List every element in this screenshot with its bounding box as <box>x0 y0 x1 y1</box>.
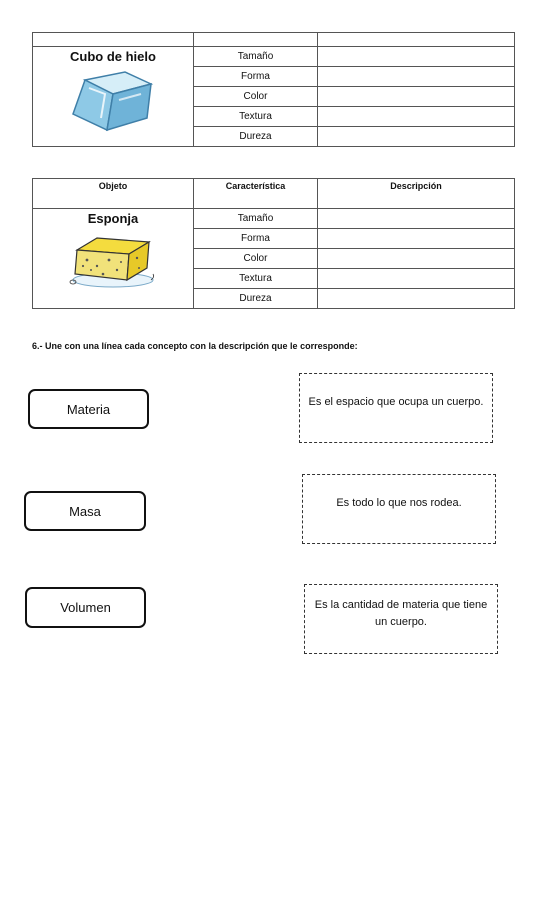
feature-label: Textura <box>194 107 318 127</box>
description-box-2[interactable]: Es todo lo que nos rodea. <box>302 474 496 544</box>
object-cell <box>33 47 194 147</box>
concept-box-materia[interactable]: Materia <box>28 389 149 429</box>
feature-label: Color <box>194 249 318 269</box>
feature-label: Color <box>194 87 318 107</box>
sponge-icon <box>67 230 159 290</box>
concept-box-volumen[interactable]: Volumen <box>25 587 146 628</box>
description-cell[interactable] <box>318 127 515 147</box>
exercise-instruction: 6.- Une con una línea cada concepto con la descripción que le corresponde: <box>32 341 358 351</box>
ice-cube-table <box>32 32 515 147</box>
sponge-table <box>32 178 515 309</box>
description-cell[interactable] <box>318 249 515 269</box>
feature-label: Tamaño <box>194 209 318 229</box>
description-cell[interactable] <box>318 87 515 107</box>
feature-label: Textura <box>194 269 318 289</box>
description-cell[interactable] <box>318 47 515 67</box>
concept-box-masa[interactable]: Masa <box>24 491 146 531</box>
feature-label: Dureza <box>194 289 318 309</box>
description-box-3[interactable]: Es la cantidad de materia que tiene un cuerpo. <box>304 584 498 654</box>
table-header-row <box>33 33 515 47</box>
table-row <box>33 209 515 229</box>
header-description: Descripción <box>318 179 515 209</box>
header-object <box>33 33 194 47</box>
description-cell[interactable] <box>318 107 515 127</box>
feature-label: Forma <box>194 229 318 249</box>
header-feature: Característica <box>194 179 318 209</box>
object-cell <box>33 209 194 309</box>
description-cell[interactable] <box>318 289 515 309</box>
description-cell[interactable] <box>318 67 515 87</box>
description-box-1[interactable]: Es el espacio que ocupa un cuerpo. <box>299 373 493 443</box>
description-cell[interactable] <box>318 209 515 229</box>
header-object: Objeto <box>33 179 194 209</box>
feature-label: Dureza <box>194 127 318 147</box>
header-feature <box>194 33 318 47</box>
table-row <box>33 47 515 67</box>
description-cell[interactable] <box>318 229 515 249</box>
ice-cube-icon <box>67 68 159 134</box>
header-description <box>318 33 515 47</box>
table-header-row <box>33 179 515 209</box>
object-name: Cubo de hielo <box>70 49 156 64</box>
feature-label: Tamaño <box>194 47 318 67</box>
object-name: Esponja <box>87 211 139 226</box>
description-cell[interactable] <box>318 269 515 289</box>
feature-label: Forma <box>194 67 318 87</box>
